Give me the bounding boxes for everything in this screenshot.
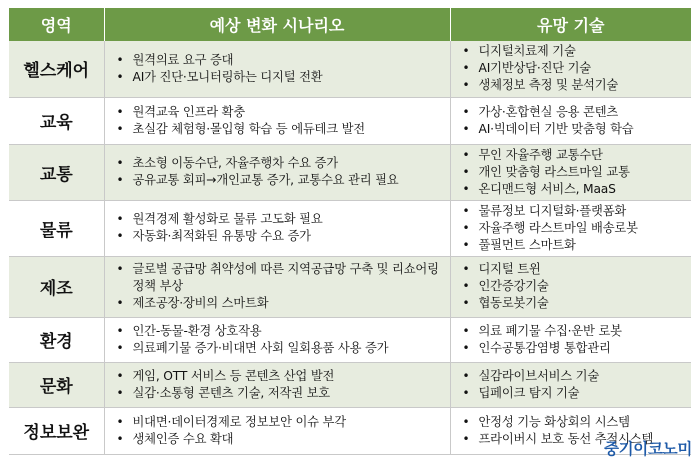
tech-list (451, 43, 692, 94)
scenario-cell (104, 317, 450, 362)
table-body (9, 41, 691, 454)
scenario-item: • 실감·소통형 콘텐츠 기술, 저작권 보호 (113, 385, 446, 402)
tech-list (451, 323, 692, 357)
tech-item: • 개인 맞춤형 라스트마일 교통 (459, 164, 688, 181)
tech-item: • 협동로봇기술 (459, 295, 688, 312)
scenario-item: • 원격의료 요구 증대 (113, 52, 446, 69)
tech-item: • 안정성 기능 화상회의 시스템 (459, 414, 688, 431)
tech-item: • AI기반상담·진단 기술 (459, 60, 688, 77)
tech-item: • 무인 자율주행 교통수단 (459, 147, 688, 164)
tech-cell (450, 97, 691, 144)
tech-item: • 디지털치료제 기술 (459, 43, 688, 60)
scenario-item: • AI가 진단·모니터링하는 디지털 전환 (113, 69, 446, 86)
table-row (9, 317, 691, 362)
tech-cell (450, 200, 691, 256)
scenario-item: • 공유교통 회피→개인교통 증가, 교통수요 관리 필요 (113, 172, 446, 189)
area-cell: 교육 (9, 97, 104, 144)
scenario-cell (104, 97, 450, 144)
tech-list (451, 203, 692, 254)
scenario-cell (104, 407, 450, 454)
tech-item: • 풀필먼트 스마트화 (459, 237, 688, 254)
tech-item: • AI·빅데이터 기반 맞춤형 학습 (459, 121, 688, 138)
scenario-item: • 비대면·데이터경제로 정보보안 이슈 부각 (113, 414, 446, 431)
tech-item: • 인수공통감염병 통합관리 (459, 340, 688, 357)
area-cell: 물류 (9, 200, 104, 256)
tech-list (451, 104, 692, 138)
area-cell: 정보보완 (9, 407, 104, 454)
tech-cell (450, 317, 691, 362)
tech-item: • 딥페이크 탐지 기술 (459, 385, 688, 402)
scenario-list (105, 104, 450, 138)
scenario-item: • 초실감 체험형·몰입형 학습 등 에듀테크 발전 (113, 121, 446, 138)
header-scenario: 예상 변화 시나리오 (104, 8, 450, 41)
scenario-cell (104, 144, 450, 200)
scenario-list (105, 368, 450, 402)
scenario-list (105, 52, 450, 86)
table-row (9, 200, 691, 256)
scenario-item: • 글로벌 공급망 취약성에 따른 지역공급망 구축 및 리쇼어링 정책 부상 (113, 261, 446, 295)
scenario-list (105, 261, 450, 312)
scenario-item: • 제조공장·장비의 스마트화 (113, 295, 446, 312)
table-row (9, 407, 691, 454)
tech-cell (450, 41, 691, 97)
tech-item: • 온디맨드형 서비스, MaaS (459, 181, 688, 198)
header-row (9, 8, 691, 41)
tech-item: • 디지털 트윈 (459, 261, 688, 278)
tech-cell (450, 362, 691, 407)
scenario-cell (104, 362, 450, 407)
scenario-item: • 자동화·최적화된 유통망 수요 증가 (113, 228, 446, 245)
area-cell: 교통 (9, 144, 104, 200)
scenario-list (105, 414, 450, 448)
tech-item: • 의료 폐기물 수집·운반 로봇 (459, 323, 688, 340)
header-tech: 유망 기술 (450, 8, 691, 41)
tech-list (451, 147, 692, 198)
tech-cell (450, 144, 691, 200)
scenario-list (105, 155, 450, 189)
area-cell: 헬스케어 (9, 41, 104, 97)
tech-cell (450, 256, 691, 317)
tech-list (451, 261, 692, 312)
scenario-list (105, 323, 450, 357)
tech-list (451, 368, 692, 402)
table-row (9, 41, 691, 97)
scenario-item: • 게임, OTT 서비스 등 콘텐츠 산업 발전 (113, 368, 446, 385)
tech-item: • 생체정보 측정 및 분석기술 (459, 77, 688, 94)
tech-item: • 물류정보 디지털화·플랫폼화 (459, 203, 688, 220)
publisher-logo: 중기이코노미 (603, 440, 692, 458)
area-cell: 환경 (9, 317, 104, 362)
tech-item: • 자율주행 라스트마일 배송로봇 (459, 220, 688, 237)
area-cell: 제조 (9, 256, 104, 317)
tech-item: • 프라이버시 보호 동선 추적시스템 (459, 431, 688, 448)
scenario-list (105, 211, 450, 245)
table-row (9, 97, 691, 144)
tech-item: • 실감라이브서비스 기술 (459, 368, 688, 385)
scenario-cell (104, 200, 450, 256)
scenario-cell (104, 256, 450, 317)
scenario-item: • 원격경제 활성화로 물류 고도화 필요 (113, 211, 446, 228)
trend-table (9, 8, 691, 455)
scenario-item: • 원격교육 인프라 확충 (113, 104, 446, 121)
area-cell: 문화 (9, 362, 104, 407)
table-row (9, 256, 691, 317)
table-row (9, 362, 691, 407)
table-row (9, 144, 691, 200)
scenario-item: • 인간-동물-환경 상호작용 (113, 323, 446, 340)
header-area: 영역 (9, 8, 104, 41)
tech-item: • 가상·혼합현실 응용 콘텐츠 (459, 104, 688, 121)
tech-item: • 인간증강기술 (459, 278, 688, 295)
scenario-item: • 생체인증 수요 확대 (113, 431, 446, 448)
scenario-cell (104, 41, 450, 97)
scenario-item: • 의료폐기물 증가·비대면 사회 일회용품 사용 증가 (113, 340, 446, 357)
scenario-item: • 초소형 이동수단, 자율주행차 수요 증가 (113, 155, 446, 172)
